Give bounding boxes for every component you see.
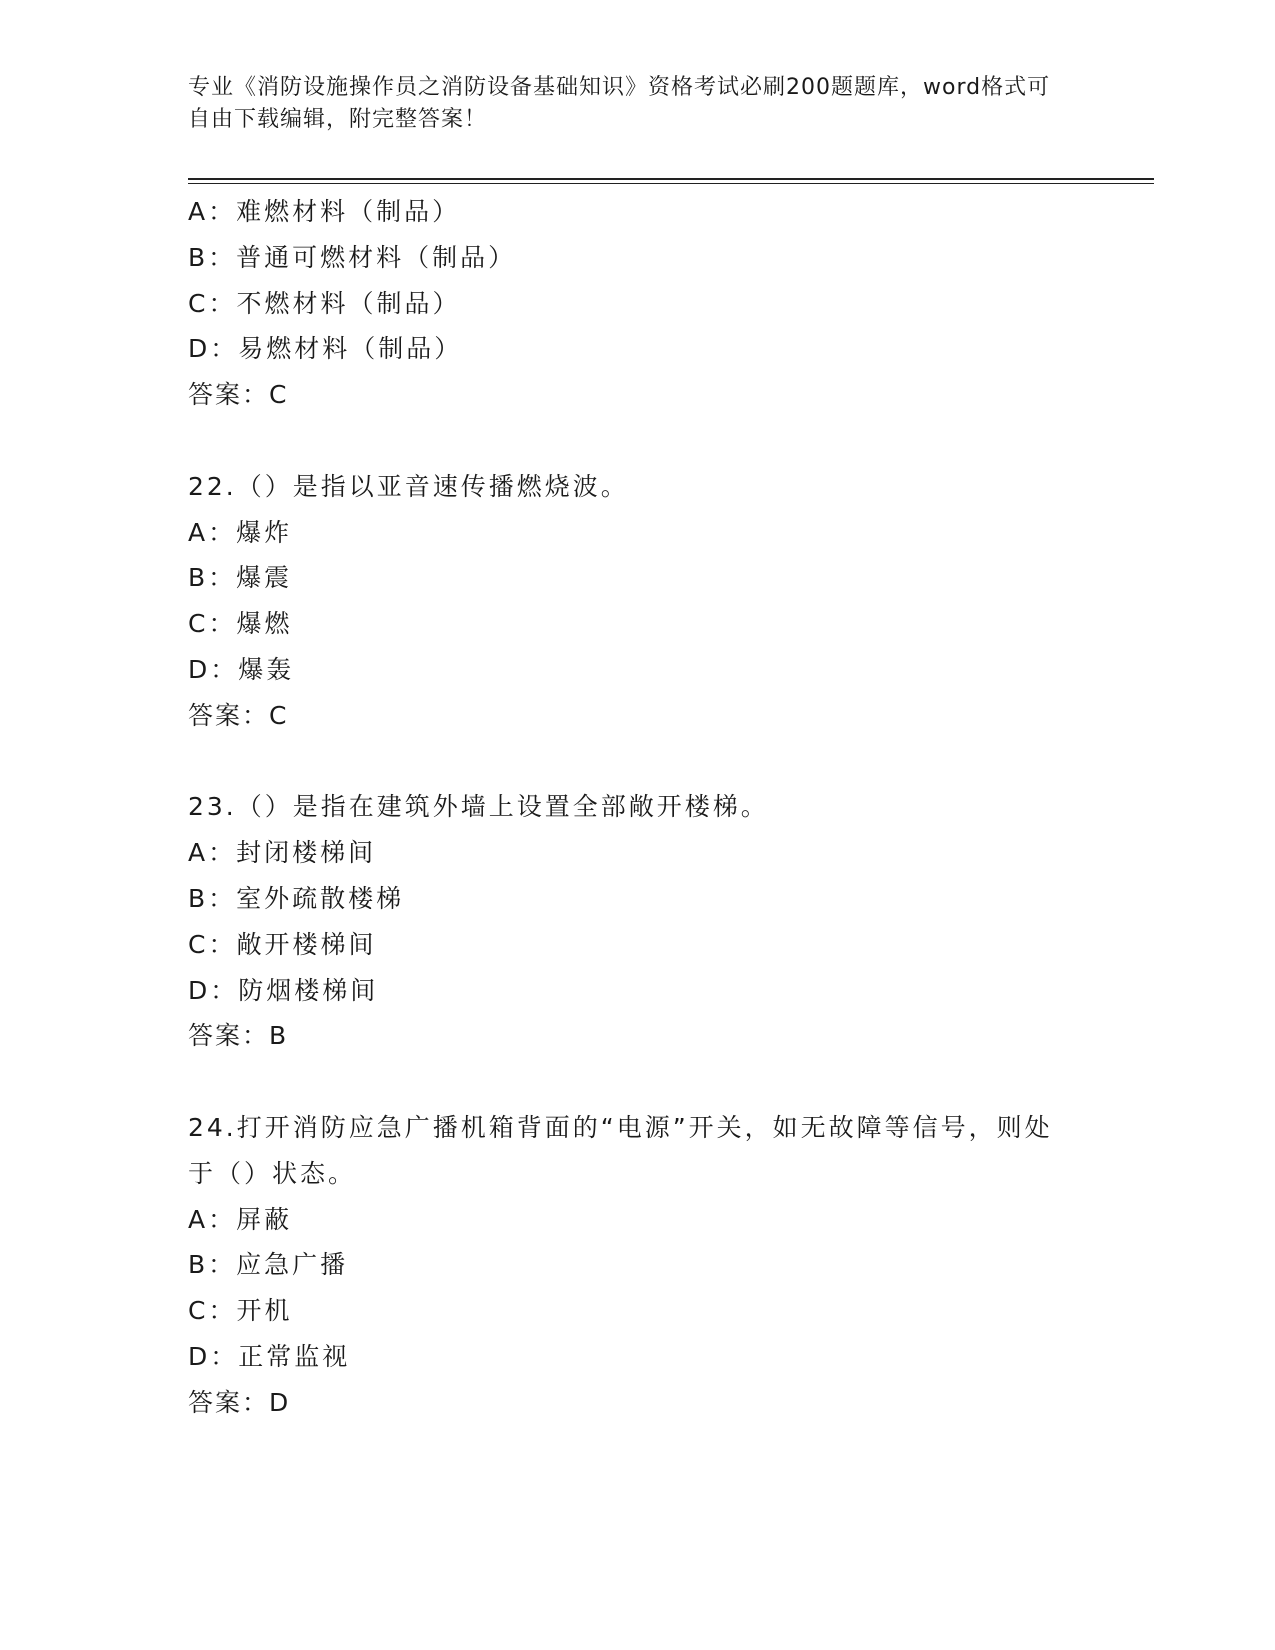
option-d: D：爆轰 bbox=[188, 654, 295, 684]
question-24-block bbox=[188, 1105, 1088, 1426]
answer: 答案：B bbox=[188, 1021, 289, 1051]
question-23-block bbox=[188, 784, 1088, 1059]
option-a: A：封闭楼梯间 bbox=[188, 838, 377, 868]
header-rule-thin bbox=[188, 183, 1154, 184]
question-list bbox=[188, 189, 1088, 1426]
question-21-block bbox=[188, 189, 1088, 418]
header-rule-thick bbox=[188, 178, 1154, 180]
option-d: D：防烟楼梯间 bbox=[188, 975, 379, 1005]
question-text: 23.（）是指在建筑外墙上设置全部敞开楼梯。 bbox=[188, 792, 769, 822]
answer: 答案：D bbox=[188, 1387, 291, 1417]
question-text: 24.打开消防应急广播机箱背面的“电源”开关，如无故障等信号，则处于（）状态。 bbox=[188, 1112, 1053, 1188]
option-b: B：室外疏散楼梯 bbox=[188, 883, 405, 913]
answer: 答案：C bbox=[188, 380, 289, 410]
option-b: B：爆震 bbox=[188, 563, 293, 593]
option-c: C：不燃材料（制品） bbox=[188, 288, 461, 318]
question-text: 22.（）是指以亚音速传播燃烧波。 bbox=[188, 471, 629, 501]
option-a: A：爆炸 bbox=[188, 517, 293, 547]
option-a: A：难燃材料（制品） bbox=[188, 197, 461, 226]
option-b: B：应急广播 bbox=[188, 1250, 349, 1280]
option-a: A：屏蔽 bbox=[188, 1204, 293, 1234]
option-c: C：爆燃 bbox=[188, 609, 293, 639]
document-header: 专业《消防设施操作员之消防设备基础知识》资格考试必刷200题题库，word格式可自由下载编辑，附完整答案！ bbox=[188, 75, 1051, 132]
option-c: C：开机 bbox=[188, 1296, 293, 1326]
question-22-block bbox=[188, 464, 1088, 739]
option-d: D：正常监视 bbox=[188, 1341, 351, 1371]
option-b: B：普通可燃材料（制品） bbox=[188, 242, 517, 272]
option-d: D：易燃材料（制品） bbox=[188, 334, 463, 364]
option-c: C：敞开楼梯间 bbox=[188, 929, 377, 959]
answer: 答案：C bbox=[188, 700, 289, 730]
